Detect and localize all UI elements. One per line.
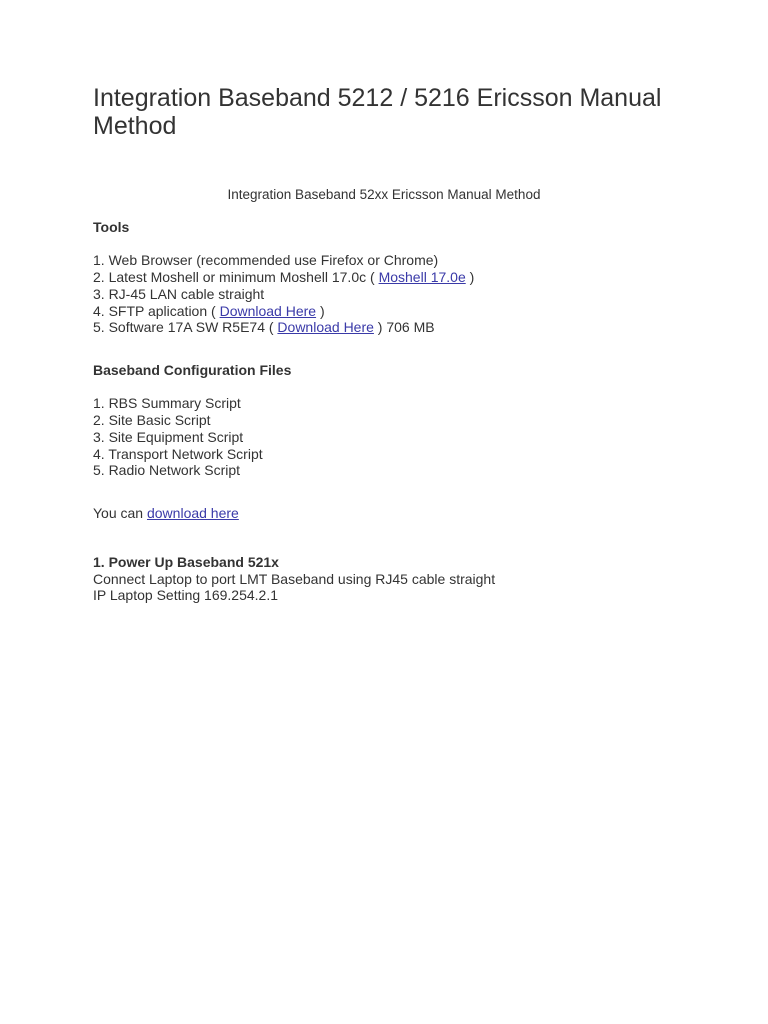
- config-file-item: 2. Site Basic Script: [93, 412, 211, 429]
- tools-item-cable: 3. RJ-45 LAN cable straight: [93, 285, 265, 302]
- tools-item-software-suffix: ) 706 MB: [373, 319, 435, 336]
- power-up-heading: 1. Power Up Baseband 521x: [93, 554, 279, 570]
- sftp-download-link[interactable]: Download Here: [219, 302, 317, 319]
- download-paragraph: [93, 505, 693, 522]
- tools-item-moshell: [93, 269, 693, 286]
- tools-item-sftp-text: 4. SFTP aplication (: [93, 302, 220, 319]
- config-files-section: [93, 362, 693, 479]
- download-prefix: You can: [93, 505, 147, 521]
- config-file-item: 1. RBS Summary Script: [93, 395, 241, 412]
- page-title: Integration Baseband 5212 / 5216 Ericsson Manual Method: [93, 84, 662, 140]
- document-subtitle: Integration Baseband 52xx Ericsson Manual Method: [227, 187, 541, 202]
- power-up-ip-text: IP Laptop Setting 169.254.2.1: [93, 587, 279, 604]
- config-file-item: 5. Radio Network Script: [93, 462, 241, 479]
- tools-heading: Tools: [93, 219, 130, 235]
- tools-item-sftp-suffix: ): [316, 302, 325, 319]
- download-line: [93, 505, 693, 522]
- tools-item-software-text: 5. Software 17A SW R5E74 (: [93, 319, 278, 336]
- power-up-section: [93, 554, 693, 604]
- tools-item-moshell-text: 2. Latest Moshell or minimum Moshell 17.0c (: [93, 269, 379, 286]
- config-file-item: 3. Site Equipment Script: [93, 428, 244, 445]
- config-files-heading: Baseband Configuration Files: [93, 362, 292, 378]
- tools-item-moshell-suffix: ): [465, 269, 475, 286]
- tools-item-browser: 1. Web Browser (recommended use Firefox or Chrome): [93, 252, 439, 269]
- moshell-download-link[interactable]: Moshell 17.0e: [378, 269, 466, 286]
- software-download-link[interactable]: Download Here: [277, 319, 374, 336]
- tools-section: [93, 219, 693, 336]
- power-up-connect-text: Connect Laptop to port LMT Baseband using RJ45 cable straight: [93, 570, 496, 587]
- config-download-link[interactable]: download here: [146, 505, 239, 521]
- tools-item-software: [93, 319, 693, 336]
- tools-item-sftp: [93, 303, 693, 320]
- config-file-item: 4. Transport Network Script: [93, 445, 263, 462]
